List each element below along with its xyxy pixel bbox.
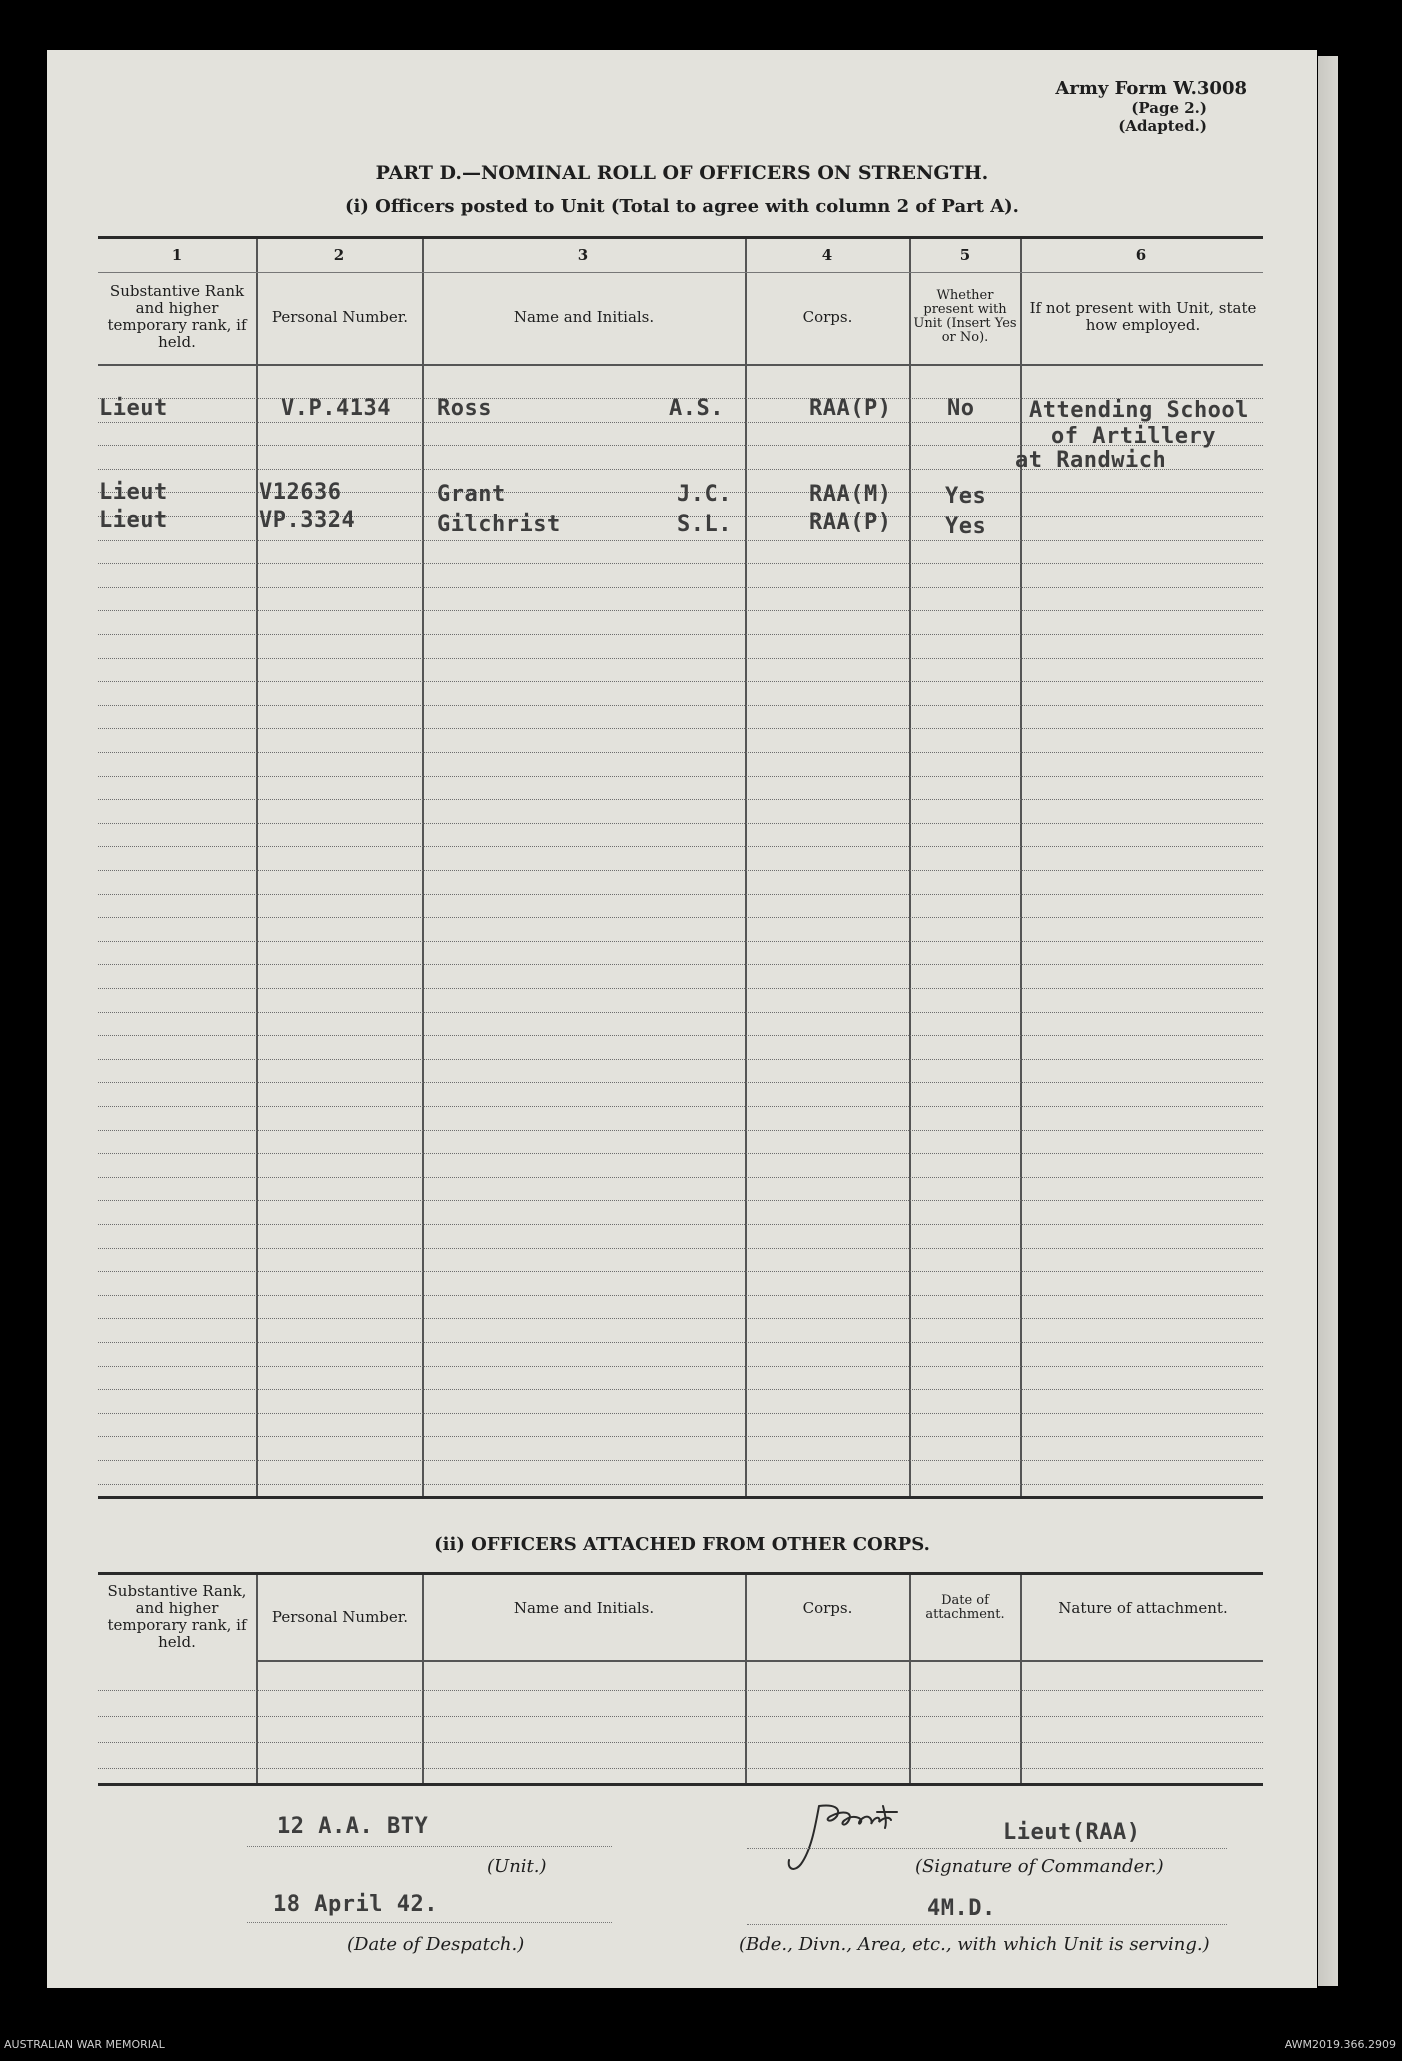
ruled-line	[98, 1153, 1263, 1154]
table-i-col-divider	[909, 239, 911, 1496]
att-header-rank: Substantive Rank, and higher temporary rank, if held.	[107, 1582, 247, 1651]
row-1-employed-line-1: Attending School	[1029, 398, 1249, 423]
row-3-number: VP.3324	[259, 508, 356, 533]
row-1-name: Ross	[437, 396, 492, 421]
row-2-name: Grant	[437, 482, 506, 507]
row-3-initials: S.L.	[677, 512, 732, 537]
ruled-line	[98, 658, 1263, 659]
row-2-initials: J.C.	[677, 482, 732, 507]
column-number: 1	[171, 246, 183, 264]
row-1-initials: A.S.	[669, 396, 724, 421]
ruled-line	[98, 610, 1263, 611]
area-line	[747, 1924, 1227, 1926]
form-page	[47, 50, 1317, 1988]
form-name: Army Form W.3008	[1055, 78, 1247, 99]
header-how-employed: If not present with Unit, state how employed.	[1029, 299, 1257, 334]
form-page-number: (Page 2.)	[1131, 99, 1207, 117]
ruled-line	[98, 823, 1263, 824]
ruled-line	[98, 776, 1263, 777]
ruled-line	[98, 1012, 1263, 1013]
ruled-line	[98, 1460, 1263, 1461]
row-2-present: Yes	[945, 484, 987, 509]
ruled-line	[98, 1318, 1263, 1319]
header-bottom-rule	[98, 364, 1263, 366]
row-3-rank: Lieut	[99, 508, 168, 533]
ruled-line	[98, 1224, 1263, 1225]
row-2-number: V12636	[259, 480, 342, 505]
ruled-line	[98, 1342, 1263, 1343]
att-header-name-initials: Name and Initials.	[513, 1598, 655, 1617]
ruled-line	[98, 728, 1263, 729]
row-2-corps: RAA(M)	[809, 482, 892, 507]
ruled-line	[98, 1130, 1263, 1131]
ruled-line	[98, 1716, 1263, 1717]
ruled-line	[98, 1248, 1263, 1249]
ruled-line	[98, 1413, 1263, 1414]
row-1-present: No	[947, 396, 975, 421]
date-line	[247, 1922, 612, 1924]
ruled-line	[98, 1035, 1263, 1036]
form-adapted-note: (Adapted.)	[1118, 117, 1207, 135]
header-personal-number: Personal Number.	[271, 307, 409, 326]
ruled-line	[98, 870, 1263, 871]
ruled-line	[98, 752, 1263, 753]
ruled-line	[98, 1059, 1263, 1060]
footer-accession: AWM2019.366.2909	[1284, 2038, 1396, 2051]
unit-value: 12 A.A. BTY	[277, 1814, 429, 1839]
ruled-line	[98, 587, 1263, 588]
column-number: 2	[333, 246, 345, 264]
paper-edge	[1318, 56, 1338, 1986]
ruled-line	[98, 1177, 1263, 1178]
ruled-line	[98, 1742, 1263, 1743]
table-i-top-rule	[98, 236, 1263, 239]
ruled-line	[98, 1768, 1263, 1769]
column-number: 4	[821, 246, 833, 264]
column-number: 5	[959, 246, 971, 264]
ruled-line	[98, 1106, 1263, 1107]
column-number: 3	[577, 246, 589, 264]
ruled-line	[98, 1389, 1263, 1390]
table-ii-col-divider	[1020, 1575, 1022, 1783]
ruled-line	[98, 681, 1263, 682]
part-d-subtitle: (i) Officers posted to Unit (Total to agree with column 2 of Part A).	[345, 196, 1019, 217]
unit-caption: (Unit.)	[487, 1856, 547, 1877]
header-present: Whether present with Unit (Insert Yes or No).	[913, 288, 1017, 345]
ruled-line	[98, 1295, 1263, 1296]
ruled-line	[98, 917, 1263, 918]
ruled-line	[98, 988, 1263, 989]
ruled-line	[98, 563, 1263, 564]
row-3-corps: RAA(P)	[809, 510, 892, 535]
att-header-bottom-rule	[256, 1660, 1263, 1662]
row-3-present: Yes	[945, 514, 987, 539]
ruled-line	[98, 1484, 1263, 1485]
column-number: 6	[1135, 246, 1147, 264]
ruled-line	[98, 705, 1263, 706]
att-header-personal-number: Personal Number.	[271, 1607, 409, 1626]
date-caption: (Date of Despatch.)	[347, 1934, 525, 1955]
att-header-nature: Nature of attachment.	[1058, 1598, 1228, 1617]
header-name-initials: Name and Initials.	[513, 307, 655, 326]
header-rank: Substantive Rank and higher temporary rank, if held.	[107, 282, 247, 351]
ruled-line	[98, 964, 1263, 965]
row-1-employed-line-3: at Randwich	[1015, 448, 1167, 473]
table-i-col-divider	[422, 239, 424, 1496]
ruled-line	[98, 1690, 1263, 1691]
row-1-corps: RAA(P)	[809, 396, 892, 421]
att-header-corps: Corps.	[802, 1598, 853, 1617]
ruled-line	[98, 799, 1263, 800]
form-identifier	[1055, 78, 1247, 135]
att-header-date: Date of attachment.	[925, 1593, 1005, 1622]
row-3-name: Gilchrist	[437, 512, 561, 537]
table-ii-bottom-rule	[98, 1783, 1263, 1786]
ruled-line	[98, 634, 1263, 635]
unit-line	[247, 1846, 612, 1848]
header-corps: Corps.	[802, 307, 853, 326]
row-1-rank: Lieut	[99, 396, 168, 421]
row-1-employed-line-2: of Artillery	[1051, 424, 1216, 449]
table-ii-col-divider	[745, 1575, 747, 1783]
ruled-line	[98, 1436, 1263, 1437]
ruled-line	[98, 1366, 1263, 1367]
ruled-line	[98, 894, 1263, 895]
ruled-line	[98, 540, 1263, 541]
area-caption: (Bde., Divn., Area, etc., with which Unit is serving.)	[739, 1934, 1210, 1955]
table-ii-top-rule	[98, 1572, 1263, 1575]
table-i-col-divider	[745, 239, 747, 1496]
area-value: 4M.D.	[927, 1896, 996, 1921]
commander-rank: Lieut(RAA)	[1003, 1820, 1141, 1845]
ruled-line	[98, 941, 1263, 942]
row-2-rank: Lieut	[99, 480, 168, 505]
ruled-line	[98, 1082, 1263, 1083]
table-i-bottom-rule	[98, 1496, 1263, 1499]
signature-caption: (Signature of Commander.)	[915, 1856, 1164, 1877]
signature-line	[747, 1848, 1227, 1850]
column-number-rule	[98, 272, 1263, 273]
ruled-line	[98, 1271, 1263, 1272]
part-ii-title: (ii) OFFICERS ATTACHED FROM OTHER CORPS.	[434, 1534, 930, 1555]
ruled-line	[98, 846, 1263, 847]
table-i-col-divider	[256, 239, 258, 1496]
row-1-number: V.P.4134	[281, 396, 391, 421]
table-i-col-divider	[1020, 239, 1022, 1496]
table-ii-col-divider	[256, 1575, 258, 1783]
footer-institution: AUSTRALIAN WAR MEMORIAL	[4, 2038, 165, 2051]
date-value: 18 April 42.	[273, 1892, 438, 1917]
part-d-title: PART D.—NOMINAL ROLL OF OFFICERS ON STRENGTH.	[375, 162, 989, 184]
table-ii-col-divider	[422, 1575, 424, 1783]
ruled-line	[98, 1200, 1263, 1201]
